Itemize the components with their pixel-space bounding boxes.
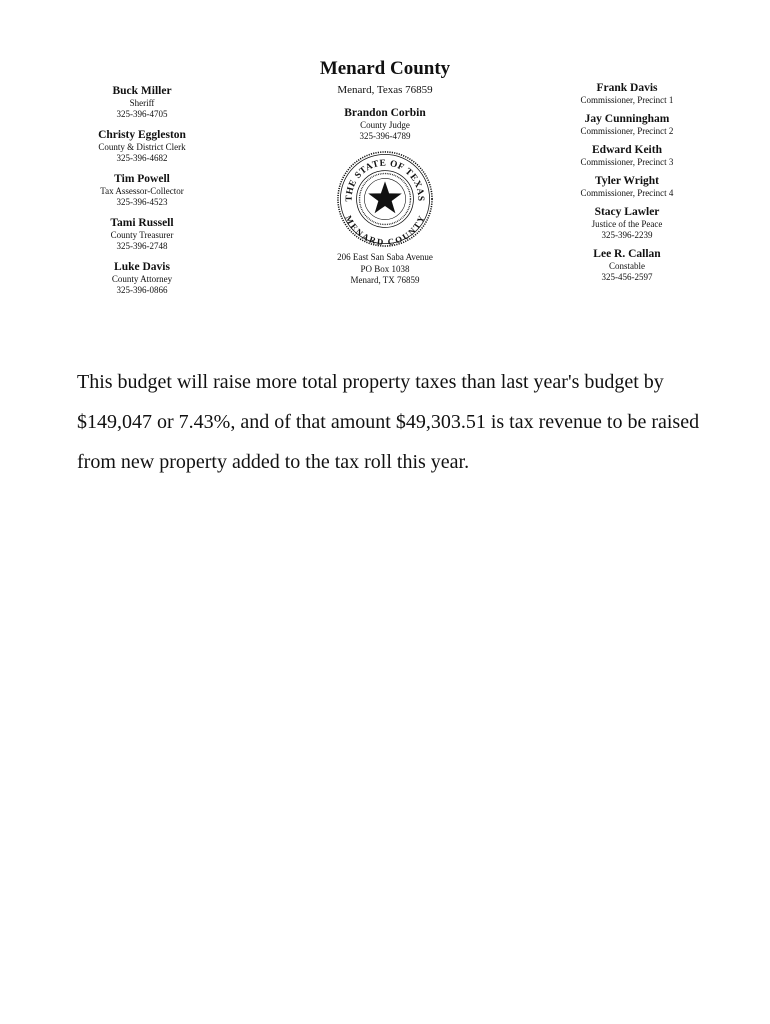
right-officials-column: [547, 81, 707, 289]
official-role: County & District Clerk: [98, 142, 186, 152]
official-role: Commissioner, Precinct 1: [580, 95, 674, 105]
official-phone: 325-396-2748: [116, 241, 168, 251]
official-role: Justice of the Peace: [591, 219, 663, 229]
official-name: Lee R. Callan: [593, 248, 661, 260]
official-phone: 325-396-4523: [116, 197, 168, 207]
official-name: Tami Russell: [110, 217, 174, 229]
county-title: Menard County: [319, 58, 451, 79]
official-role: County Judge: [360, 120, 410, 130]
official-clerk: [62, 128, 222, 164]
seal-bottom-text: MENARD COUNTY: [343, 213, 427, 248]
official-name: Christy Eggleston: [98, 129, 186, 141]
official-phone: 325-396-4705: [116, 109, 168, 119]
official-role: Sheriff: [129, 98, 155, 108]
official-role: County Treasurer: [110, 230, 174, 240]
letterhead-center: [285, 57, 485, 287]
official-constable: [547, 247, 707, 283]
official-name: Tim Powell: [114, 173, 170, 185]
official-role: Constable: [609, 261, 645, 271]
official-role: Commissioner, Precinct 4: [580, 188, 674, 198]
left-officials-column: [62, 84, 222, 304]
address-city: Menard, TX 76859: [350, 275, 420, 285]
official-phone: 325-396-4682: [116, 153, 168, 163]
official-commissioner-3: [547, 143, 707, 168]
official-phone: 325-456-2597: [601, 272, 653, 282]
official-name: Edward Keith: [592, 144, 662, 156]
official-name: Brandon Corbin: [344, 107, 426, 119]
county-seal-icon: [336, 150, 434, 248]
mailing-address: [285, 252, 485, 287]
seal-top-text: THE STATE OF TEXAS: [344, 158, 426, 202]
official-name: Buck Miller: [112, 85, 172, 97]
official-name: Tyler Wright: [595, 175, 659, 187]
official-tax-assessor: [62, 172, 222, 208]
official-name: Stacy Lawler: [594, 206, 660, 218]
official-phone: 325-396-4789: [359, 131, 411, 141]
official-treasurer: [62, 216, 222, 252]
official-name: Jay Cunningham: [584, 113, 670, 125]
official-commissioner-4: [547, 174, 707, 199]
official-sheriff: [62, 84, 222, 120]
official-name: Luke Davis: [114, 261, 170, 273]
city-line: Menard, Texas 76859: [337, 84, 433, 96]
svg-text:MENARD COUNTY: [343, 214, 426, 247]
address-po-box: PO Box 1038: [360, 263, 410, 274]
official-county-judge: [285, 106, 485, 142]
official-role: Commissioner, Precinct 2: [580, 126, 674, 136]
official-justice-of-peace: [547, 205, 707, 241]
official-commissioner-1: [547, 81, 707, 106]
official-role: County Attorney: [111, 274, 173, 284]
official-name: Frank Davis: [596, 82, 658, 94]
official-commissioner-2: [547, 112, 707, 137]
official-phone: 325-396-2239: [601, 230, 653, 240]
address-street: 206 East San Saba Avenue: [337, 252, 433, 262]
official-phone: 325-396-0866: [116, 285, 168, 295]
official-attorney: [62, 260, 222, 296]
official-role: Tax Assessor-Collector: [100, 186, 184, 196]
official-role: Commissioner, Precinct 3: [580, 157, 674, 167]
budget-notice-text: This budget will raise more total property taxes than last year's budget by $149,047 or 7.43%, and of that amount $49,303.51 is tax revenue to be raised from new property added to the tax roll this year.: [77, 371, 700, 473]
